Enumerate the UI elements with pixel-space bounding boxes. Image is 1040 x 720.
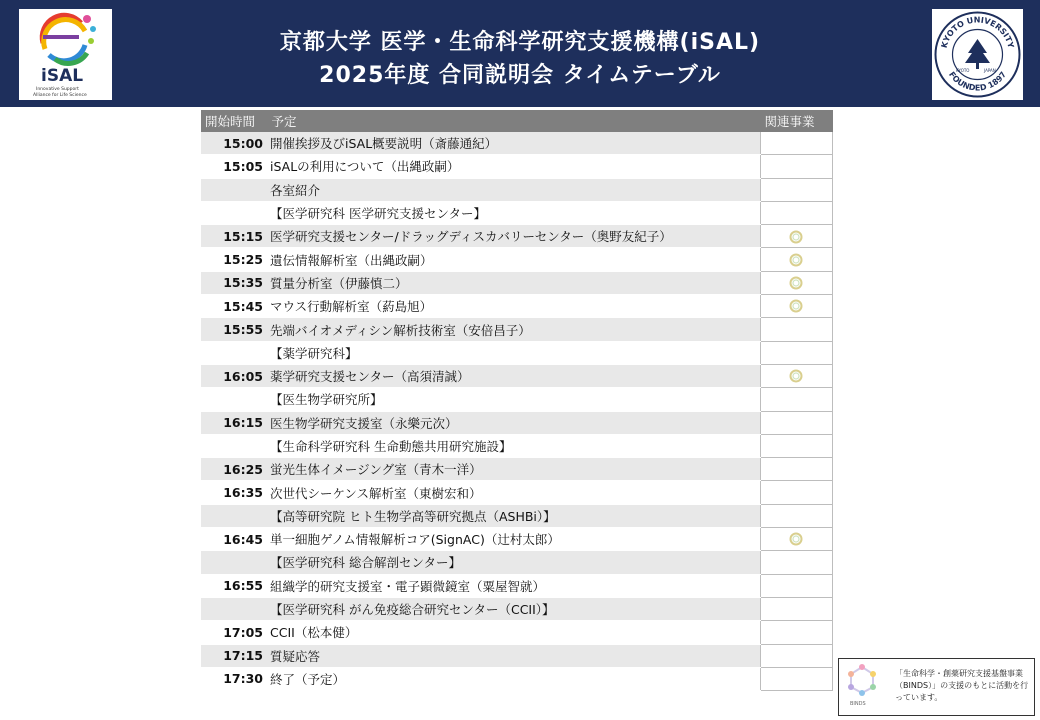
binds-support-note: [838, 658, 1035, 716]
start-time-cell: 16:05: [201, 364, 267, 387]
svg-text:JAPAN: JAPAN: [984, 68, 996, 73]
related-project-cell: [760, 574, 832, 597]
start-time-cell: [201, 504, 267, 527]
schedule-cell: 【医生物学研究所】: [267, 388, 760, 411]
schedule-cell: CCII（松本健）: [267, 621, 760, 644]
start-time-cell: [201, 341, 267, 364]
start-time-cell: 16:15: [201, 411, 267, 434]
schedule-cell: 【医学研究科 医学研究支援センター】: [267, 201, 760, 224]
start-time-cell: 17:30: [201, 667, 267, 690]
table-row: [201, 318, 832, 341]
svg-text:Innovative Support: Innovative Support: [36, 87, 79, 92]
table-row: [201, 621, 832, 644]
table-header-row: [201, 110, 832, 132]
svg-text:KYOTO UNIVERSITY: KYOTO UNIVERSITY: [939, 15, 1016, 49]
svg-text:Alliance for Life Science: Alliance for Life Science: [33, 93, 87, 98]
binds-mark-icon: [788, 368, 804, 383]
table-row: [201, 178, 832, 201]
schedule-cell: 組織学的研究支援室・電子顕微鏡室（粟屋智就）: [267, 574, 760, 597]
related-project-cell: [760, 295, 832, 318]
related-project-cell: [760, 225, 832, 248]
related-project-cell: [760, 388, 832, 411]
schedule-cell: 薬学研究支援センター（高須清誠）: [267, 364, 760, 387]
table-row: [201, 271, 832, 294]
table-row: [201, 434, 832, 457]
table-row: [201, 597, 832, 620]
table-row: [201, 364, 832, 387]
schedule-cell: 各室紹介: [267, 178, 760, 201]
start-time-cell: [201, 551, 267, 574]
table-row: [201, 551, 832, 574]
related-project-cell: [760, 201, 832, 224]
binds-note-text: 「生命科学・創薬研究支援基盤事業（BINDS）」の支援のもとに活動を行っています。: [895, 669, 1029, 702]
start-time-cell: 17:05: [201, 621, 267, 644]
related-project-cell: [760, 597, 832, 620]
related-project-cell: [760, 364, 832, 387]
header-start-time: 開始時間: [201, 110, 267, 132]
start-time-cell: [201, 178, 267, 201]
binds-mark-icon: [788, 228, 804, 243]
related-project-cell: [760, 411, 832, 434]
svg-text:iSAL: iSAL: [41, 66, 84, 86]
schedule-cell: 蛍光生体イメージング室（青木一洋）: [267, 458, 760, 481]
timetable: [201, 110, 833, 691]
schedule-cell: 【医学研究科 がん免疫総合研究センター（CCII）】: [267, 597, 760, 620]
binds-logo: [845, 663, 879, 703]
related-project-cell: [760, 318, 832, 341]
table-row: [201, 504, 832, 527]
schedule-cell: 先端バイオメディシン解析技術室（安倍昌子）: [267, 318, 760, 341]
start-time-cell: 16:55: [201, 574, 267, 597]
table-row: [201, 388, 832, 411]
related-project-cell: [760, 481, 832, 504]
schedule-cell: マウス行動解析室（葯島旭）: [267, 295, 760, 318]
schedule-cell: 質量分析室（伊藤慎二）: [267, 271, 760, 294]
schedule-cell: 単一細胞ゲノム情報解析コア(SignAC)（辻村太郎）: [267, 528, 760, 551]
table-row: [201, 574, 832, 597]
related-project-cell: [760, 178, 832, 201]
isal-logo: [19, 9, 112, 100]
schedule-cell: 次世代シーケンス解析室（東樹宏和）: [267, 481, 760, 504]
schedule-cell: 【薬学研究科】: [267, 341, 760, 364]
start-time-cell: 15:00: [201, 132, 267, 155]
start-time-cell: 15:25: [201, 248, 267, 271]
table-row: [201, 225, 832, 248]
binds-mark-icon: [788, 275, 804, 290]
related-project-cell: [760, 458, 832, 481]
page-title: 京都大学 医学・生命科学研究支援機構(iSAL): [279, 30, 761, 55]
schedule-cell: 医生物学研究支援室（永樂元次）: [267, 411, 760, 434]
start-time-cell: 15:05: [201, 155, 267, 178]
university-seal-icon: [932, 9, 1023, 100]
related-project-cell: [760, 528, 832, 551]
binds-mark-icon: [788, 251, 804, 266]
related-project-cell: [760, 621, 832, 644]
table-row: [201, 132, 832, 155]
header-banner: [0, 0, 1040, 107]
start-time-cell: [201, 201, 267, 224]
schedule-cell: 【生命科学研究科 生命動態共用研究施設】: [267, 434, 760, 457]
table-row: [201, 155, 832, 178]
table-row: [201, 201, 832, 224]
binds-logo-icon: [845, 663, 879, 699]
related-project-cell: [760, 644, 832, 667]
start-time-cell: 15:15: [201, 225, 267, 248]
schedule-cell: 遺伝情報解析室（出縄政嗣）: [267, 248, 760, 271]
start-time-cell: 17:15: [201, 644, 267, 667]
start-time-cell: 15:35: [201, 271, 267, 294]
table-row: [201, 667, 832, 690]
table-row: [201, 644, 832, 667]
start-time-cell: 16:35: [201, 481, 267, 504]
schedule-cell: 医学研究支援センター/ドラッグディスカバリーセンター（奥野友紀子）: [267, 225, 760, 248]
kyoto-university-seal: [932, 9, 1023, 100]
isal-logo-icon: [19, 9, 112, 100]
svg-text:FOUNDED 1897: FOUNDED 1897: [946, 70, 1009, 93]
related-project-cell: [760, 341, 832, 364]
start-time-cell: [201, 434, 267, 457]
related-project-cell: [760, 434, 832, 457]
table-row: [201, 248, 832, 271]
schedule-cell: iSALの利用について（出縄政嗣）: [267, 155, 760, 178]
table-row: [201, 528, 832, 551]
related-project-cell: [760, 271, 832, 294]
related-project-cell: [760, 248, 832, 271]
related-project-cell: [760, 132, 832, 155]
start-time-cell: 16:45: [201, 528, 267, 551]
table-row: [201, 411, 832, 434]
table-row: [201, 481, 832, 504]
page-subtitle: 2025年度 合同説明会 タイムテーブル: [319, 63, 721, 88]
header-related-project: 関連事業: [760, 110, 832, 132]
table-row: [201, 458, 832, 481]
header-schedule: 予定: [267, 110, 760, 132]
related-project-cell: [760, 155, 832, 178]
start-time-cell: [201, 388, 267, 411]
table-row: [201, 341, 832, 364]
binds-mark-icon: [788, 531, 804, 546]
binds-logo-label: BINDS: [850, 701, 866, 707]
related-project-cell: [760, 667, 832, 690]
binds-mark-icon: [788, 298, 804, 313]
svg-text:KYOTO: KYOTO: [956, 68, 970, 73]
start-time-cell: 15:55: [201, 318, 267, 341]
schedule-cell: 質疑応答: [267, 644, 760, 667]
related-project-cell: [760, 551, 832, 574]
table-row: [201, 295, 832, 318]
start-time-cell: 16:25: [201, 458, 267, 481]
schedule-cell: 終了（予定）: [267, 667, 760, 690]
start-time-cell: 15:45: [201, 295, 267, 318]
start-time-cell: [201, 597, 267, 620]
schedule-cell: 【高等研究院 ヒト生物学高等研究拠点（ASHBi）】: [267, 504, 760, 527]
related-project-cell: [760, 504, 832, 527]
schedule-cell: 開催挨拶及びiSAL概要説明（斎藤通紀）: [267, 132, 760, 155]
schedule-cell: 【医学研究科 総合解剖センター】: [267, 551, 760, 574]
